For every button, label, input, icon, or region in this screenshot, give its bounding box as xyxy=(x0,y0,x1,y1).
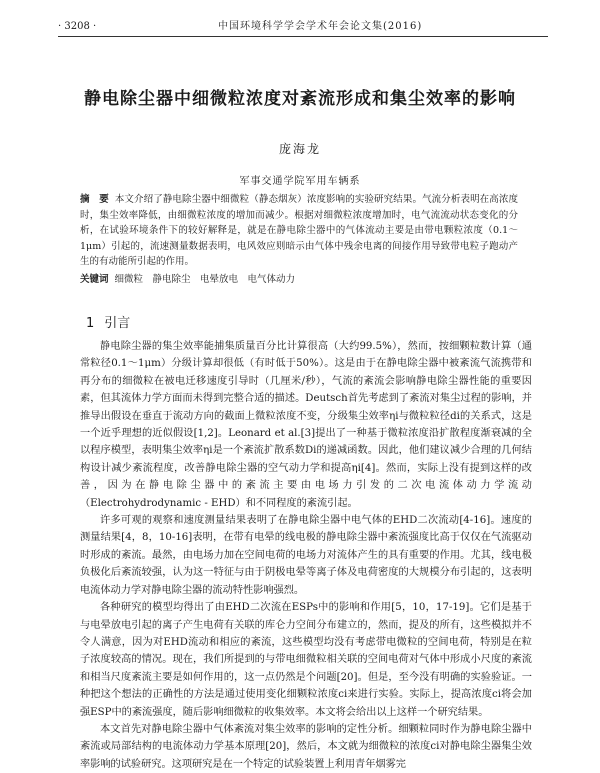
body-paragraph: 许多可观的观察和速度测量结果表明了在静电除尘器中电气体的EHD二次流动[4-16]。速度的测量结果[4，8，10-16]表明，在带有电晕的线电极的静电除尘器中紊流强度比高于仅仅在气流驱动时形成的紊流。最然，由电场力加在空间电荷的电场力对流体产生的具有重要的作用。尤其，线电极负极化后紊流较强，认为这一特征与由于阴极电晕等离子体及电荷密度的大规模分布引起的，这表明电流体动力学对静电除尘器的流动特性影响强烈。 xyxy=(80,515,532,596)
abstract-text: 本文介绍了静电除尘器中细微粒（静态烟灰）浓度影响的实验研究结果。气流分析表明在高浓度时，集尘效率降低，由细微粒浓度的增加而减少。根据对细微粒浓度增加时，电气流流动状态变化的分析，在试验环境条件下的较好解释是，就是在静电除尘器中的气体流动主要是由带电颗粒浓度（0.1～1μm）引起的，流速测量数据表明，电风效应则暗示由气体中残余电离的间接作用导致带电粒子跑动产生的有动能所引起的作用。 xyxy=(80,194,518,267)
section-title: 引言 xyxy=(104,316,131,331)
author-name: 庞海龙 xyxy=(278,142,321,156)
keywords xyxy=(80,272,518,287)
journal-name: 中国环境科学学会学术年会论文集(2016) xyxy=(218,21,423,32)
section-heading xyxy=(86,312,130,331)
section-number: 1 xyxy=(86,316,95,331)
running-header xyxy=(58,20,548,37)
body-text xyxy=(80,338,532,773)
paper-title: 静电除尘器中细微粒浓度对紊流形成和集尘效率的影响 xyxy=(84,89,516,109)
body-paragraph: 本文首先对静电除尘器中气体紊流对集尘效率的影响的定性分析。细颗粒同时作为静电除尘器中紊流或局部结构的电流体动力学基本原理[20]，然后，本文就为细微粒的浓度ci对静电除尘器集尘效率影响的试验研究。这项研究是在一个特定的试验装置上利用青年烟雾完 xyxy=(80,723,532,770)
body-paragraph: 静电除尘器的集尘效率能捕集质量百分比计算很高（大约99.5%），然而，按细颗粒数计算（通常粒径0.1～1μm）分级计算却很低（有时低于50%）。这是由于在静电除尘器中被紊流气流携带和再分布的细微粒在被电迁移速度引导时（几厘米/秒），气流的紊流会影响静电除尘器性能的重要因素，但其流体力学方面而未得到完整合适的描述。Deutsch首先考虑到了紊流对集尘过程的影响，并推导出假设在垂直于流动方向的截面上微粒浓度不变，分级集尘效率ηi与微粒粒径di的关系式，这是一个近乎理想的近似假设[1,2]。Leonard et al.[3]提出了一种基于微粒浓度沿扩散程度渐衰减的全以程序模型，表明集尘效率ηi是一个紊流扩散系数Di的递减函数。因此，他们建议减少合理的几何结构设计减少紊流程度，改善静电除尘器的空气动力学和提高ηi[4]。然而，实际上没有提到这样的改善，因为在静电除尘器中的紊流主要由电场力引发的二次电流体动力学流动（Electrohydrodynamic - EHD）和不同程度的紊流引起。 xyxy=(80,341,532,509)
abstract-label: 摘 要 xyxy=(80,194,109,205)
keywords-text: 细微粒 静电除尘 电晕放电 电气体动力 xyxy=(114,274,296,285)
page-number: · 3208 · xyxy=(58,21,97,32)
body-paragraph: 各种研究的模型均得出了由EHD二次流在ESPs中的影响和作用[5，10，17-19]。它们是基于与电晕放电引起的离子产生电荷有关联的库仑力空间分布建立的，然而，提及的所有，这些模拟并不令人满意，因为对EHD流动和相应的紊流，这些模型均没有考虑带电微粒的空间电荷，特别是在粒子浓度较高的情况。现在，我们所提到的与带电细微粒相关联的空间电荷对气体中形成小尺度的紊流和相当尺度紊流主要是如何作用的，这一点仍然是个问题[20]。但是，至今没有明确的实验验证。一种把这个想法的正确性的方法是通过使用变化细颗粒浓度ci来进行实验。实际上，提高浓度ci将会加强ESP中的紊流强度，随后影响细微粒的收集效率。本文将会给出以上这样一个研究结果。 xyxy=(80,602,532,718)
keywords-label: 关键词 xyxy=(80,274,109,285)
author-affiliation: 军事交通学院军用车辆系 xyxy=(239,176,361,187)
abstract xyxy=(80,192,518,270)
